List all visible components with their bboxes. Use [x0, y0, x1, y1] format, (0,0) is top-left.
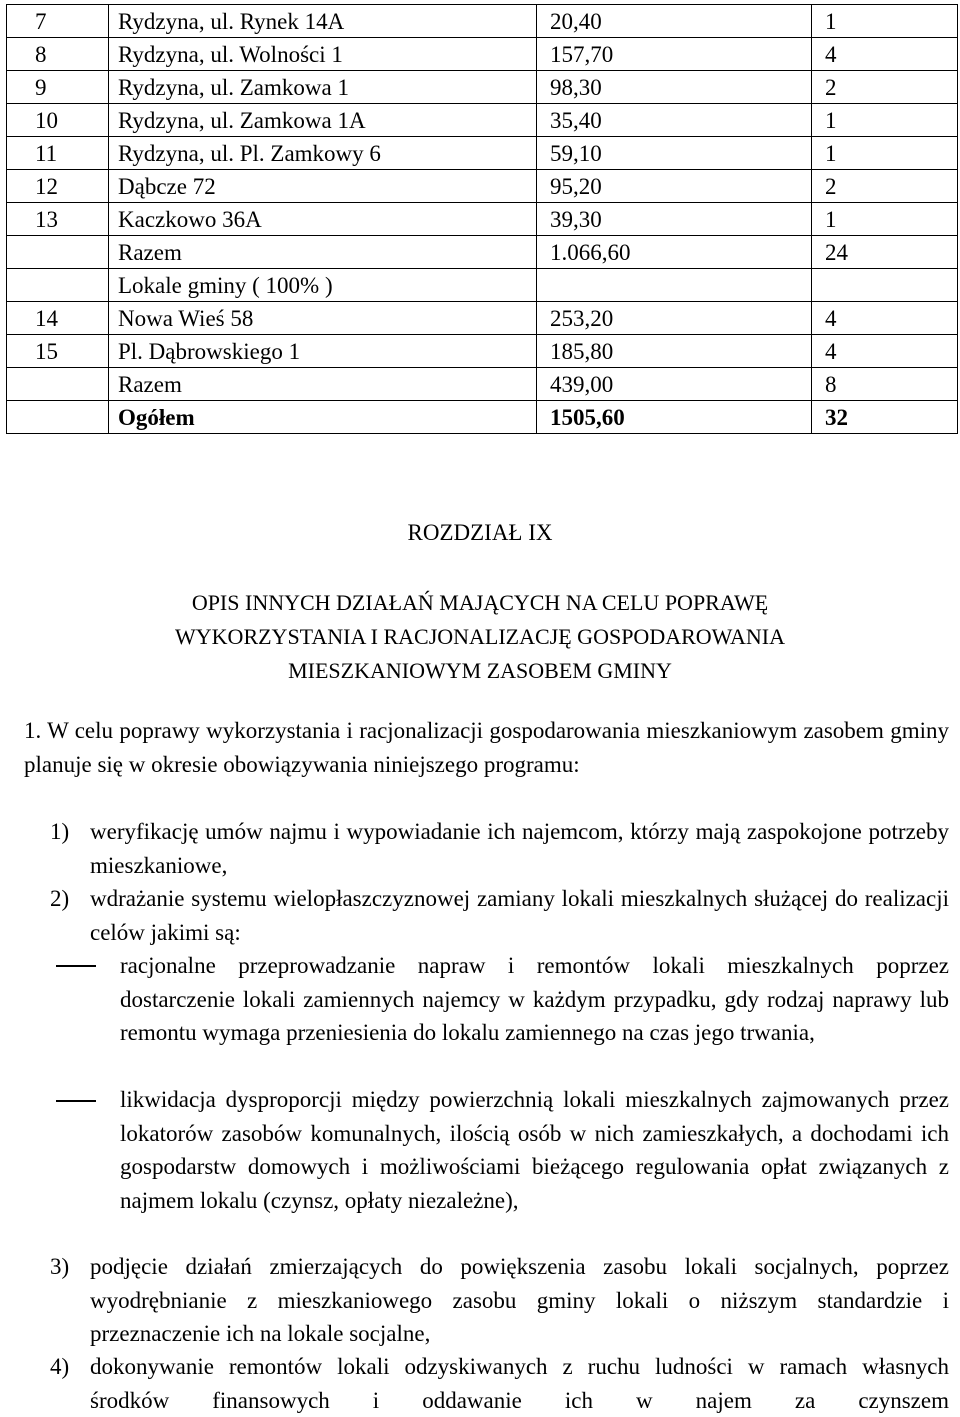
cell-area: 35,40: [537, 104, 812, 137]
cell-count: 32: [812, 401, 958, 434]
cell-area: 20,40: [537, 5, 812, 38]
cell-number: 10: [7, 104, 109, 137]
cell-address: Rydzyna, ul. Zamkowa 1A: [109, 104, 537, 137]
cell-number: [7, 401, 109, 434]
cell-address: Rydzyna, ul. Zamkowa 1: [109, 71, 537, 104]
chapter-subtitle: [0, 586, 960, 688]
table-row: [7, 71, 958, 104]
cell-count: 2: [812, 71, 958, 104]
dash-bullet: [56, 1100, 96, 1102]
cell-count: 1: [812, 104, 958, 137]
cell-address: Ogółem: [109, 401, 537, 434]
cell-address: Lokale gminy ( 100% ): [109, 269, 537, 302]
cell-address: Dąbcze 72: [109, 170, 537, 203]
cell-count: [812, 269, 958, 302]
chapter-subtitle-line: WYKORZYSTANIA I RACJONALIZACJĘ GOSPODAROWANIA: [175, 624, 785, 649]
table-row: [7, 104, 958, 137]
cell-area: 1505,60: [537, 401, 812, 434]
intro-paragraph: 1. W celu poprawy wykorzystania i racjonalizacji gospodarowania mieszkaniowym zasobem gminy planuje się w okresie obowiązywania niniejszego programu:: [24, 718, 949, 777]
cell-count: 4: [812, 335, 958, 368]
cell-area: 98,30: [537, 71, 812, 104]
cell-address: Kaczkowo 36A: [109, 203, 537, 236]
cell-count: 4: [812, 302, 958, 335]
cell-area: 39,30: [537, 203, 812, 236]
table-row: [7, 203, 958, 236]
cell-area: 185,80: [537, 335, 812, 368]
item-3-label: 3): [50, 1254, 70, 1279]
chapter-subtitle-line: MIESZKANIOWYM ZASOBEM GMINY: [288, 658, 672, 683]
cell-area: 59,10: [537, 137, 812, 170]
cell-area: 95,20: [537, 170, 812, 203]
housing-units-table: [6, 4, 958, 434]
table-row: [7, 335, 958, 368]
cell-area: 157,70: [537, 38, 812, 71]
table-row: [7, 368, 958, 401]
cell-area: 253,20: [537, 302, 812, 335]
item-1-text: weryfikację umów najmu i wypowiadanie ich najemcom, którzy mają zaspokojone potrzeby mieszkaniowe,: [90, 819, 949, 878]
cell-count: 1: [812, 137, 958, 170]
sub-item-2-text: likwidacja dysproporcji między powierzchnią lokali mieszkalnych zajmowanych przez lokatorów zasobów komunalnych, ilością osób w nich zamieszkałych, a dochodami ich gospodarstw domowych i możliwościami bieżącego regulowania opłat związanych z najmem lokalu (czynsz, opłaty niezależne),: [120, 1087, 949, 1213]
item-4-label: 4): [50, 1354, 70, 1379]
table-row: [7, 302, 958, 335]
cell-number: [7, 269, 109, 302]
cell-address: Rydzyna, ul. Pl. Zamkowy 6: [109, 137, 537, 170]
item-1-label: 1): [50, 819, 70, 844]
table-row: [7, 401, 958, 434]
cell-number: [7, 236, 109, 269]
cell-count: 1: [812, 5, 958, 38]
cell-count: 1: [812, 203, 958, 236]
cell-number: 11: [7, 137, 109, 170]
cell-number: 8: [7, 38, 109, 71]
cell-address: Nowa Wieś 58: [109, 302, 537, 335]
cell-number: [7, 368, 109, 401]
cell-address: Razem: [109, 368, 537, 401]
table-row: [7, 137, 958, 170]
cell-number: 7: [7, 5, 109, 38]
table-row: [7, 38, 958, 71]
item-2-label: 2): [50, 886, 70, 911]
dash-bullet: [56, 965, 96, 967]
cell-address: Rydzyna, ul. Rynek 14A: [109, 5, 537, 38]
cell-count: 8: [812, 368, 958, 401]
sub-item-1-text: racjonalne przeprowadzanie napraw i remontów lokali mieszkalnych poprzez dostarczenie lokali zamiennych najemcy w każdym przypadku, gdy rodzaj naprawy lub remontu wymaga przeniesienia do lokalu zamiennego na czas jego trwania,: [120, 953, 949, 1046]
cell-address: Razem: [109, 236, 537, 269]
table-row: [7, 236, 958, 269]
cell-number: 13: [7, 203, 109, 236]
item-2-text: wdrażanie systemu wielopłaszczyznowej zamiany lokali mieszkalnych służącej do realizacji celów jakimi są:: [90, 886, 949, 945]
cell-number: 15: [7, 335, 109, 368]
item-3-text: podjęcie działań zmierzających do powiększenia zasobu lokali socjalnych, poprzez wyodrębnianie z mieszkaniowego zasobu gminy lokali o niższym standardzie i przeznaczenie ich na lokale socjalne,: [90, 1254, 949, 1347]
cell-number: 14: [7, 302, 109, 335]
cell-area: 1.066,60: [537, 236, 812, 269]
cell-area: [537, 269, 812, 302]
cell-count: 24: [812, 236, 958, 269]
cell-address: Pl. Dąbrowskiego 1: [109, 335, 537, 368]
table-row: [7, 269, 958, 302]
cell-number: 9: [7, 71, 109, 104]
cell-area: 439,00: [537, 368, 812, 401]
table-row: [7, 5, 958, 38]
cell-address: Rydzyna, ul. Wolności 1: [109, 38, 537, 71]
item-4-text: dokonywanie remontów lokali odzyskiwanych z ruchu ludności w ramach własnych środków finansowych i oddawanie ich w najem za czynszem: [90, 1354, 949, 1413]
chapter-title: ROZDZIAŁ IX: [407, 520, 553, 545]
table-row: [7, 170, 958, 203]
cell-count: 2: [812, 170, 958, 203]
cell-count: 4: [812, 38, 958, 71]
chapter-subtitle-line: OPIS INNYCH DZIAŁAŃ MAJĄCYCH NA CELU POPRAWĘ: [191, 590, 769, 615]
cell-number: 12: [7, 170, 109, 203]
